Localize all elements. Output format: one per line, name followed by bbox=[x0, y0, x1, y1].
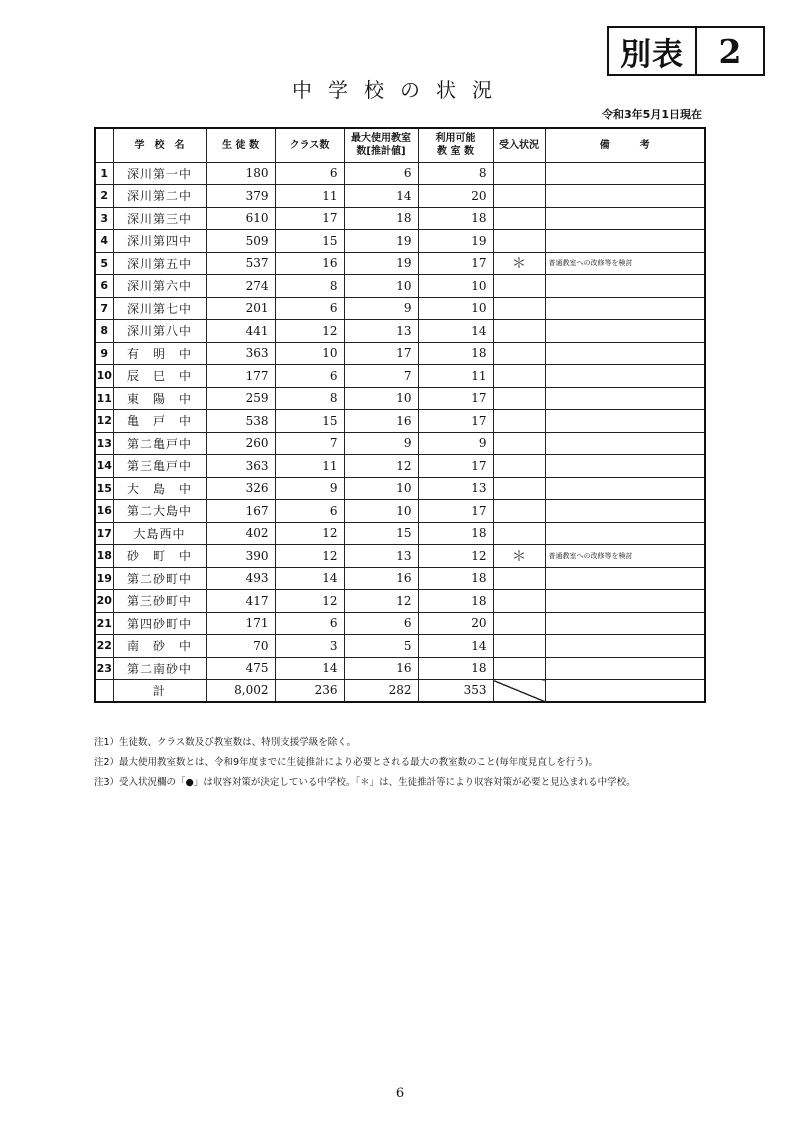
acceptance-status-cell bbox=[493, 207, 545, 230]
available-rooms-cell: 8 bbox=[418, 162, 493, 185]
row-number-cell: 20 bbox=[95, 590, 113, 613]
acceptance-status-cell bbox=[493, 410, 545, 433]
table-header-row bbox=[95, 128, 705, 162]
table-row bbox=[95, 567, 705, 590]
note-2: 注2）最大使用教室数とは、令和9年度までに生徒推計により必要とされる最大の教室数のこと(毎年度見直しを行う)。 bbox=[94, 757, 599, 768]
student-count-cell: 610 bbox=[206, 207, 275, 230]
table-row bbox=[95, 387, 705, 410]
acceptance-status-cell bbox=[493, 657, 545, 680]
remarks-cell: 普通教室への改修等を検討 bbox=[545, 252, 705, 275]
row-number-cell: 13 bbox=[95, 432, 113, 455]
student-count-cell: 259 bbox=[206, 387, 275, 410]
available-rooms-cell: 14 bbox=[418, 635, 493, 658]
max-rooms-cell: 7 bbox=[344, 365, 418, 388]
class-count-cell: 12 bbox=[275, 522, 344, 545]
available-rooms-cell: 17 bbox=[418, 387, 493, 410]
acceptance-status-cell bbox=[493, 500, 545, 523]
remarks-cell bbox=[545, 275, 705, 298]
max-rooms-cell: 13 bbox=[344, 320, 418, 343]
max-rooms-cell: 9 bbox=[344, 297, 418, 320]
row-number-cell: 5 bbox=[95, 252, 113, 275]
total-available-rooms-cell: 353 bbox=[418, 680, 493, 702]
max-rooms-cell: 15 bbox=[344, 522, 418, 545]
max-rooms-cell: 14 bbox=[344, 185, 418, 208]
row-number-cell: 15 bbox=[95, 477, 113, 500]
row-number-cell: 4 bbox=[95, 230, 113, 253]
class-count-cell: 7 bbox=[275, 432, 344, 455]
available-rooms-cell: 18 bbox=[418, 567, 493, 590]
table-row bbox=[95, 477, 705, 500]
student-count-cell: 274 bbox=[206, 275, 275, 298]
class-count-cell: 6 bbox=[275, 612, 344, 635]
class-count-cell: 14 bbox=[275, 657, 344, 680]
acceptance-status-cell bbox=[493, 185, 545, 208]
table-row bbox=[95, 275, 705, 298]
row-number-cell: 14 bbox=[95, 455, 113, 478]
available-rooms-cell: 17 bbox=[418, 410, 493, 433]
remarks-cell bbox=[545, 162, 705, 185]
student-count-cell: 475 bbox=[206, 657, 275, 680]
available-rooms-cell: 19 bbox=[418, 230, 493, 253]
student-count-cell: 260 bbox=[206, 432, 275, 455]
page-title: 中学校の状況 bbox=[292, 78, 508, 102]
total-label-cell: 計 bbox=[113, 680, 206, 702]
header-status: 受入状況 bbox=[493, 128, 545, 162]
student-count-cell: 177 bbox=[206, 365, 275, 388]
school-name-cell: 深川第五中 bbox=[113, 252, 206, 275]
row-number-cell: 21 bbox=[95, 612, 113, 635]
appendix-label: 別表 bbox=[609, 28, 697, 74]
class-count-cell: 8 bbox=[275, 387, 344, 410]
available-rooms-cell: 12 bbox=[418, 545, 493, 568]
school-name-cell: 大島西中 bbox=[113, 522, 206, 545]
table-row bbox=[95, 342, 705, 365]
school-name-cell: 第三砂町中 bbox=[113, 590, 206, 613]
class-count-cell: 9 bbox=[275, 477, 344, 500]
acceptance-status-cell: ＊ bbox=[493, 545, 545, 568]
school-name-cell: 深川第四中 bbox=[113, 230, 206, 253]
school-name-cell: 深川第一中 bbox=[113, 162, 206, 185]
school-name-cell: 第三亀戸中 bbox=[113, 455, 206, 478]
table-row bbox=[95, 207, 705, 230]
table-row bbox=[95, 320, 705, 343]
class-count-cell: 15 bbox=[275, 230, 344, 253]
appendix-number: 2 bbox=[718, 31, 742, 71]
table-row bbox=[95, 162, 705, 185]
table-row bbox=[95, 522, 705, 545]
available-rooms-cell: 17 bbox=[418, 455, 493, 478]
remarks-cell bbox=[545, 387, 705, 410]
page-number: 6 bbox=[395, 1086, 405, 1101]
student-count-cell: 326 bbox=[206, 477, 275, 500]
header-available-rooms-line1: 利用可能 bbox=[435, 133, 476, 145]
available-rooms-cell: 10 bbox=[418, 297, 493, 320]
student-count-cell: 171 bbox=[206, 612, 275, 635]
max-rooms-cell: 10 bbox=[344, 275, 418, 298]
available-rooms-cell: 14 bbox=[418, 320, 493, 343]
table-row bbox=[95, 185, 705, 208]
student-count-cell: 379 bbox=[206, 185, 275, 208]
student-count-cell: 538 bbox=[206, 410, 275, 433]
class-count-cell: 12 bbox=[275, 545, 344, 568]
remarks-cell bbox=[545, 342, 705, 365]
acceptance-status-cell bbox=[493, 567, 545, 590]
available-rooms-cell: 10 bbox=[418, 275, 493, 298]
school-name-cell: 深川第八中 bbox=[113, 320, 206, 343]
max-rooms-cell: 6 bbox=[344, 612, 418, 635]
row-number-cell: 17 bbox=[95, 522, 113, 545]
acceptance-status-cell bbox=[493, 365, 545, 388]
header-max-rooms bbox=[344, 128, 418, 162]
remarks-cell bbox=[545, 500, 705, 523]
table-row bbox=[95, 500, 705, 523]
remarks-cell bbox=[545, 432, 705, 455]
student-count-cell: 537 bbox=[206, 252, 275, 275]
table-row bbox=[95, 455, 705, 478]
available-rooms-cell: 18 bbox=[418, 342, 493, 365]
total-row bbox=[95, 680, 705, 702]
max-rooms-cell: 6 bbox=[344, 162, 418, 185]
school-name-cell: 第二亀戸中 bbox=[113, 432, 206, 455]
student-count-cell: 201 bbox=[206, 297, 275, 320]
remarks-cell bbox=[545, 522, 705, 545]
acceptance-status-cell bbox=[493, 342, 545, 365]
max-rooms-cell: 10 bbox=[344, 500, 418, 523]
remarks-cell bbox=[545, 477, 705, 500]
header-available-rooms bbox=[418, 128, 493, 162]
remarks-cell bbox=[545, 567, 705, 590]
row-number-cell: 3 bbox=[95, 207, 113, 230]
school-name-cell: 南 砂 中 bbox=[113, 635, 206, 658]
remarks-cell bbox=[545, 410, 705, 433]
school-name-cell: 深川第六中 bbox=[113, 275, 206, 298]
student-count-cell: 363 bbox=[206, 455, 275, 478]
school-name-cell: 東 陽 中 bbox=[113, 387, 206, 410]
max-rooms-cell: 16 bbox=[344, 567, 418, 590]
max-rooms-cell: 12 bbox=[344, 590, 418, 613]
student-count-cell: 390 bbox=[206, 545, 275, 568]
school-status-table bbox=[94, 127, 706, 703]
school-name-cell: 第二砂町中 bbox=[113, 567, 206, 590]
student-count-cell: 441 bbox=[206, 320, 275, 343]
student-count-cell: 402 bbox=[206, 522, 275, 545]
header-max-rooms-line2: 数[推計値] bbox=[356, 146, 406, 158]
school-name-cell: 砂 町 中 bbox=[113, 545, 206, 568]
remarks-cell bbox=[545, 612, 705, 635]
row-number-cell: 11 bbox=[95, 387, 113, 410]
max-rooms-cell: 13 bbox=[344, 545, 418, 568]
school-name-cell: 辰 巳 中 bbox=[113, 365, 206, 388]
remarks-cell bbox=[545, 590, 705, 613]
school-name-cell: 亀 戸 中 bbox=[113, 410, 206, 433]
header-max-rooms-line1: 最大使用教室 bbox=[351, 133, 411, 145]
available-rooms-cell: 18 bbox=[418, 657, 493, 680]
row-number-cell: 1 bbox=[95, 162, 113, 185]
acceptance-status-cell bbox=[493, 162, 545, 185]
remarks-cell bbox=[545, 320, 705, 343]
acceptance-status-cell bbox=[493, 477, 545, 500]
notes bbox=[94, 733, 734, 793]
remarks-cell bbox=[545, 455, 705, 478]
total-students-cell: 8,002 bbox=[206, 680, 275, 702]
available-rooms-cell: 18 bbox=[418, 522, 493, 545]
max-rooms-cell: 18 bbox=[344, 207, 418, 230]
header-classes: クラス数 bbox=[275, 128, 344, 162]
row-number-cell: 9 bbox=[95, 342, 113, 365]
acceptance-status-cell bbox=[493, 297, 545, 320]
row-number-cell: 23 bbox=[95, 657, 113, 680]
max-rooms-cell: 10 bbox=[344, 477, 418, 500]
max-rooms-cell: 12 bbox=[344, 455, 418, 478]
header-no bbox=[95, 128, 113, 162]
acceptance-status-cell bbox=[493, 612, 545, 635]
acceptance-status-cell bbox=[493, 230, 545, 253]
class-count-cell: 3 bbox=[275, 635, 344, 658]
table-row bbox=[95, 230, 705, 253]
total-max-rooms-cell: 282 bbox=[344, 680, 418, 702]
available-rooms-cell: 17 bbox=[418, 252, 493, 275]
table-row bbox=[95, 410, 705, 433]
table-body bbox=[95, 162, 705, 702]
max-rooms-cell: 9 bbox=[344, 432, 418, 455]
acceptance-status-cell bbox=[493, 590, 545, 613]
total-classes-cell: 236 bbox=[275, 680, 344, 702]
table-row bbox=[95, 590, 705, 613]
table-row bbox=[95, 657, 705, 680]
student-count-cell: 70 bbox=[206, 635, 275, 658]
acceptance-status-cell bbox=[493, 387, 545, 410]
school-name-cell: 深川第三中 bbox=[113, 207, 206, 230]
class-count-cell: 8 bbox=[275, 275, 344, 298]
appendix-label-box bbox=[607, 26, 765, 76]
total-remarks-cell bbox=[545, 680, 705, 702]
student-count-cell: 167 bbox=[206, 500, 275, 523]
remarks-cell bbox=[545, 635, 705, 658]
row-number-cell: 7 bbox=[95, 297, 113, 320]
school-name-cell: 深川第七中 bbox=[113, 297, 206, 320]
acceptance-status-cell bbox=[493, 635, 545, 658]
note-1: 注1）生徒数、クラス数及び教室数は、特別支援学級を除く。 bbox=[94, 737, 357, 748]
table-row bbox=[95, 297, 705, 320]
class-count-cell: 11 bbox=[275, 185, 344, 208]
available-rooms-cell: 18 bbox=[418, 590, 493, 613]
total-blank-cell bbox=[95, 680, 113, 702]
remarks-cell bbox=[545, 185, 705, 208]
table-row bbox=[95, 432, 705, 455]
remarks-cell: 普通教室への改修等を検討 bbox=[545, 545, 705, 568]
max-rooms-cell: 16 bbox=[344, 657, 418, 680]
header-available-rooms-line2: 教 室 数 bbox=[437, 146, 474, 158]
class-count-cell: 6 bbox=[275, 162, 344, 185]
class-count-cell: 17 bbox=[275, 207, 344, 230]
available-rooms-cell: 13 bbox=[418, 477, 493, 500]
remarks-cell bbox=[545, 657, 705, 680]
row-number-cell: 22 bbox=[95, 635, 113, 658]
row-number-cell: 18 bbox=[95, 545, 113, 568]
header-school: 学 校 名 bbox=[113, 128, 206, 162]
remarks-cell bbox=[545, 365, 705, 388]
row-number-cell: 12 bbox=[95, 410, 113, 433]
table-row bbox=[95, 365, 705, 388]
available-rooms-cell: 17 bbox=[418, 500, 493, 523]
remarks-cell bbox=[545, 297, 705, 320]
acceptance-status-cell: ＊ bbox=[493, 252, 545, 275]
student-count-cell: 509 bbox=[206, 230, 275, 253]
remarks-cell bbox=[545, 207, 705, 230]
max-rooms-cell: 5 bbox=[344, 635, 418, 658]
max-rooms-cell: 17 bbox=[344, 342, 418, 365]
total-status-diagonal-cell bbox=[493, 680, 545, 702]
school-name-cell: 深川第二中 bbox=[113, 185, 206, 208]
row-number-cell: 16 bbox=[95, 500, 113, 523]
row-number-cell: 10 bbox=[95, 365, 113, 388]
class-count-cell: 12 bbox=[275, 590, 344, 613]
acceptance-status-cell bbox=[493, 522, 545, 545]
school-name-cell: 第四砂町中 bbox=[113, 612, 206, 635]
table-row bbox=[95, 612, 705, 635]
header-students: 生 徒 数 bbox=[206, 128, 275, 162]
remarks-cell bbox=[545, 230, 705, 253]
max-rooms-cell: 19 bbox=[344, 230, 418, 253]
table-row bbox=[95, 635, 705, 658]
acceptance-status-cell bbox=[493, 320, 545, 343]
school-name-cell: 第二大島中 bbox=[113, 500, 206, 523]
table-row bbox=[95, 252, 705, 275]
class-count-cell: 6 bbox=[275, 365, 344, 388]
student-count-cell: 180 bbox=[206, 162, 275, 185]
available-rooms-cell: 18 bbox=[418, 207, 493, 230]
row-number-cell: 19 bbox=[95, 567, 113, 590]
max-rooms-cell: 16 bbox=[344, 410, 418, 433]
available-rooms-cell: 20 bbox=[418, 612, 493, 635]
class-count-cell: 10 bbox=[275, 342, 344, 365]
school-name-cell: 大 島 中 bbox=[113, 477, 206, 500]
school-name-cell: 第二南砂中 bbox=[113, 657, 206, 680]
class-count-cell: 15 bbox=[275, 410, 344, 433]
max-rooms-cell: 19 bbox=[344, 252, 418, 275]
class-count-cell: 12 bbox=[275, 320, 344, 343]
header-remarks: 備 考 bbox=[545, 128, 705, 162]
table-row bbox=[95, 545, 705, 568]
row-number-cell: 8 bbox=[95, 320, 113, 343]
class-count-cell: 6 bbox=[275, 297, 344, 320]
available-rooms-cell: 9 bbox=[418, 432, 493, 455]
row-number-cell: 6 bbox=[95, 275, 113, 298]
available-rooms-cell: 20 bbox=[418, 185, 493, 208]
acceptance-status-cell bbox=[493, 432, 545, 455]
school-name-cell: 有 明 中 bbox=[113, 342, 206, 365]
available-rooms-cell: 11 bbox=[418, 365, 493, 388]
student-count-cell: 493 bbox=[206, 567, 275, 590]
acceptance-status-cell bbox=[493, 455, 545, 478]
row-number-cell: 2 bbox=[95, 185, 113, 208]
student-count-cell: 417 bbox=[206, 590, 275, 613]
as-of-date: 令和3年5月1日現在 bbox=[602, 108, 702, 121]
class-count-cell: 6 bbox=[275, 500, 344, 523]
student-count-cell: 363 bbox=[206, 342, 275, 365]
acceptance-status-cell bbox=[493, 275, 545, 298]
class-count-cell: 11 bbox=[275, 455, 344, 478]
class-count-cell: 16 bbox=[275, 252, 344, 275]
note-3: 注3）受入状況欄の「●」は収容対策が決定している中学校。「＊」は、生徒推計等により収容対策が必要と見込まれる中学校。 bbox=[94, 777, 636, 788]
class-count-cell: 14 bbox=[275, 567, 344, 590]
max-rooms-cell: 10 bbox=[344, 387, 418, 410]
